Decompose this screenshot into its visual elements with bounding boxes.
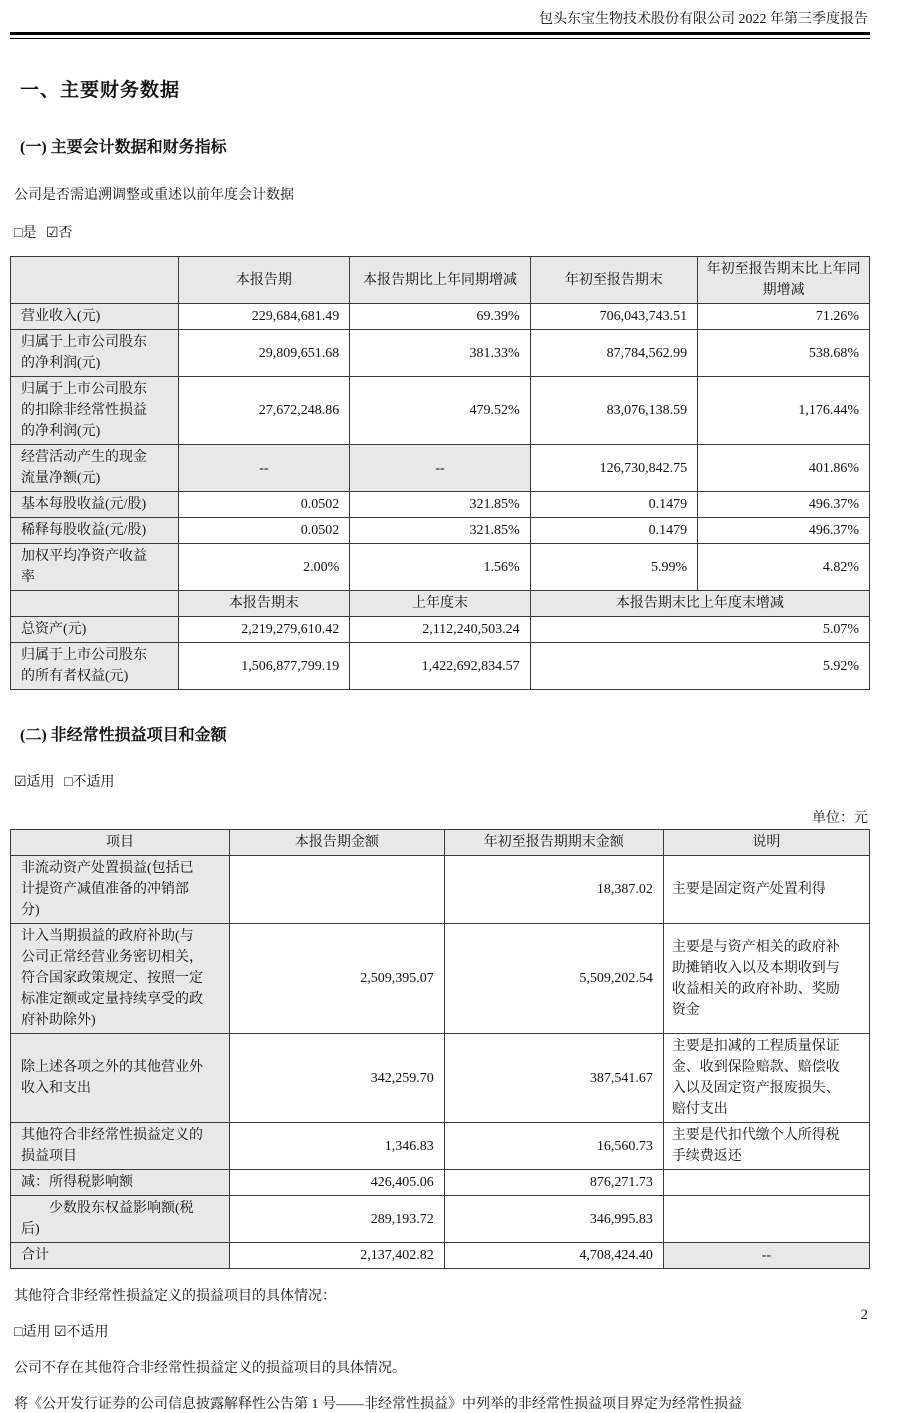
section-1-title: 一、主要财务数据 <box>20 80 181 101</box>
row-label: 总资产(元) <box>11 617 179 643</box>
cell-value: 346,995.83 <box>444 1196 663 1243</box>
table-row <box>11 304 870 330</box>
table-row <box>11 1196 870 1243</box>
checkbox-no-checked: ☑否 <box>45 226 73 241</box>
header-cell-current-period: 本报告期 <box>178 257 350 304</box>
cell-value: 401.86% <box>698 445 870 492</box>
table-row <box>11 856 870 924</box>
row-label: 经营活动产生的现金流量净额(元) <box>11 445 179 492</box>
cell-note: 主要是代扣代缴个人所得税手续费返还 <box>663 1123 869 1170</box>
table-row <box>11 1123 870 1170</box>
row-label: 非流动资产处置损益(包括已计提资产减值准备的冲销部分) <box>11 856 230 924</box>
cell-value: 706,043,743.51 <box>530 304 698 330</box>
cell-note-na: -- <box>663 1243 869 1269</box>
cell-value: 381.33% <box>350 330 530 377</box>
cell-value: 1,346.83 <box>230 1123 445 1170</box>
row-label: 稀释每股收益(元/股) <box>11 518 179 544</box>
table-row <box>11 330 870 377</box>
cell-value: 2,219,279,610.42 <box>178 617 350 643</box>
cell-value: 289,193.72 <box>230 1196 445 1243</box>
row-label: 其他符合非经常性损益定义的损益项目 <box>11 1123 230 1170</box>
section-1-2-title: (二) 非经常性损益项目和金额 <box>20 727 227 744</box>
cell-value: 5.99% <box>530 544 698 591</box>
header-cell-item: 项目 <box>11 830 230 856</box>
cell-value: 321.85% <box>350 518 530 544</box>
table-row <box>11 377 870 445</box>
header-cell-ytd-yoy-change: 年初至报告期末比上年同期增减 <box>698 257 870 304</box>
cell-value: 83,076,138.59 <box>530 377 698 445</box>
section-1-1-title: (一) 主要会计数据和财务指标 <box>20 139 227 156</box>
cell-note <box>663 1170 869 1196</box>
restatement-question: 公司是否需追溯调整或重述以前年度会计数据 <box>14 188 294 203</box>
table-row <box>11 1034 870 1123</box>
table-row <box>11 1170 870 1196</box>
table-row <box>11 924 870 1034</box>
applicability-line <box>14 771 870 791</box>
cell-value-na: -- <box>350 445 530 492</box>
cell-value: 2,509,395.07 <box>230 924 445 1034</box>
other-items-applicability <box>14 1321 870 1341</box>
cell-value-na: -- <box>178 445 350 492</box>
key-financial-indicators-table <box>10 256 870 690</box>
header-cell-ytd: 年初至报告期末 <box>530 257 698 304</box>
cell-value: 2,137,402.82 <box>230 1243 445 1269</box>
cell-value: 29,809,651.68 <box>178 330 350 377</box>
row-label-total: 合计 <box>11 1243 230 1269</box>
page-number: 2 <box>860 1307 868 1323</box>
header-cell-empty <box>11 257 179 304</box>
cell-value: 876,271.73 <box>444 1170 663 1196</box>
cell-value: 1,176.44% <box>698 377 870 445</box>
checkbox-applicable-unchecked: □适用 <box>14 1325 51 1340</box>
cell-value: 87,784,562.99 <box>530 330 698 377</box>
recurring-definition-note: 将《公开发行证券的公司信息披露解释性公告第 1 号——非经常性损益》中列举的非经常性损益项目界定为经常性损益 <box>14 1397 742 1412</box>
checkbox-yes-unchecked: □是 <box>14 226 37 241</box>
row-label: 归属于上市公司股东的净利润(元) <box>11 330 179 377</box>
header-divider-rule <box>10 32 870 39</box>
row-label: 少数股东权益影响额(税后) <box>11 1196 230 1243</box>
restatement-answer <box>14 222 870 242</box>
cell-value: 69.39% <box>350 304 530 330</box>
cell-value: 27,672,248.86 <box>178 377 350 445</box>
cell-value: 1,506,877,799.19 <box>178 643 350 690</box>
table-row <box>11 445 870 492</box>
cell-value: 0.0502 <box>178 518 350 544</box>
document-header-title: 包头东宝生物技术股份有限公司 2022 年第三季度报告 <box>539 12 868 27</box>
cell-value: 496.37% <box>698 518 870 544</box>
row-label: 计入当期损益的政府补助(与公司正常经营业务密切相关，符合国家政策规定、按照一定标准定额或定量持续享受的政府补助除外) <box>11 924 230 1034</box>
table-total-row <box>11 1243 870 1269</box>
header-cell-ytd-amount: 年初至报告期期末金额 <box>444 830 663 856</box>
table2-header-row <box>11 830 870 856</box>
table-row <box>11 518 870 544</box>
cell-value: 1.56% <box>350 544 530 591</box>
cell-value: 321.85% <box>350 492 530 518</box>
report-page <box>10 6 870 1413</box>
cell-value: 0.1479 <box>530 518 698 544</box>
table-row <box>11 544 870 591</box>
checkbox-applicable-checked: ☑适用 <box>14 775 55 790</box>
cell-value: 71.26% <box>698 304 870 330</box>
table1-subheader-row <box>11 591 870 617</box>
cell-note: 主要是扣减的工程质量保证金、收到保险赔款、赔偿收入以及固定资产报废损失、赔付支出 <box>663 1034 869 1123</box>
header-cell-period-end: 本报告期末 <box>178 591 350 617</box>
cell-value: 5,509,202.54 <box>444 924 663 1034</box>
cell-value: 496.37% <box>698 492 870 518</box>
cell-value: 2.00% <box>178 544 350 591</box>
checkbox-not-applicable-unchecked: □不适用 <box>64 775 115 790</box>
checkbox-not-applicable-checked: ☑不适用 <box>53 1325 109 1340</box>
table-row <box>11 492 870 518</box>
cell-value: 229,684,681.49 <box>178 304 350 330</box>
cell-value: 479.52% <box>350 377 530 445</box>
table-row <box>11 643 870 690</box>
cell-value: 426,405.06 <box>230 1170 445 1196</box>
row-label: 加权平均净资产收益率 <box>11 544 179 591</box>
cell-value: 0.1479 <box>530 492 698 518</box>
cell-value: 126,730,842.75 <box>530 445 698 492</box>
unit-label: 单位：元 <box>812 811 868 826</box>
cell-value: 18,387.02 <box>444 856 663 924</box>
cell-value: 5.92% <box>530 643 869 690</box>
header-cell-end-change: 本报告期末比上年度末增减 <box>530 591 869 617</box>
row-label: 归属于上市公司股东的扣除非经常性损益的净利润(元) <box>11 377 179 445</box>
table-row <box>11 617 870 643</box>
cell-value: 1,422,692,834.57 <box>350 643 530 690</box>
cell-value: 387,541.67 <box>444 1034 663 1123</box>
cell-note: 主要是固定资产处置利得 <box>663 856 869 924</box>
cell-value: 342,259.70 <box>230 1034 445 1123</box>
header-cell-empty <box>11 591 179 617</box>
header-cell-note: 说明 <box>663 830 869 856</box>
other-items-detail-heading: 其他符合非经常性损益定义的损益项目的具体情况： <box>14 1289 336 1304</box>
cell-value: 4.82% <box>698 544 870 591</box>
row-label: 减：所得税影响额 <box>11 1170 230 1196</box>
row-label: 归属于上市公司股东的所有者权益(元) <box>11 643 179 690</box>
cell-value <box>230 856 445 924</box>
row-label: 除上述各项之外的其他营业外收入和支出 <box>11 1034 230 1123</box>
header-cell-yoy-change: 本报告期比上年同期增减 <box>350 257 530 304</box>
cell-note <box>663 1196 869 1243</box>
cell-note: 主要是与资产相关的政府补助摊销收入以及本期收到与收益相关的政府补助、奖励资金 <box>663 924 869 1034</box>
cell-value: 16,560.73 <box>444 1123 663 1170</box>
row-label: 营业收入(元) <box>11 304 179 330</box>
table1-header-row <box>11 257 870 304</box>
cell-value: 2,112,240,503.24 <box>350 617 530 643</box>
cell-value: 4,708,424.40 <box>444 1243 663 1269</box>
no-other-items-note: 公司不存在其他符合非经常性损益定义的损益项目的具体情况。 <box>14 1361 406 1376</box>
row-label: 基本每股收益(元/股) <box>11 492 179 518</box>
cell-value: 538.68% <box>698 330 870 377</box>
non-recurring-items-table <box>10 829 870 1269</box>
cell-value: 5.07% <box>530 617 869 643</box>
cell-value: 0.0502 <box>178 492 350 518</box>
header-cell-current-amount: 本报告期金额 <box>230 830 445 856</box>
header-cell-prev-year-end: 上年度末 <box>350 591 530 617</box>
